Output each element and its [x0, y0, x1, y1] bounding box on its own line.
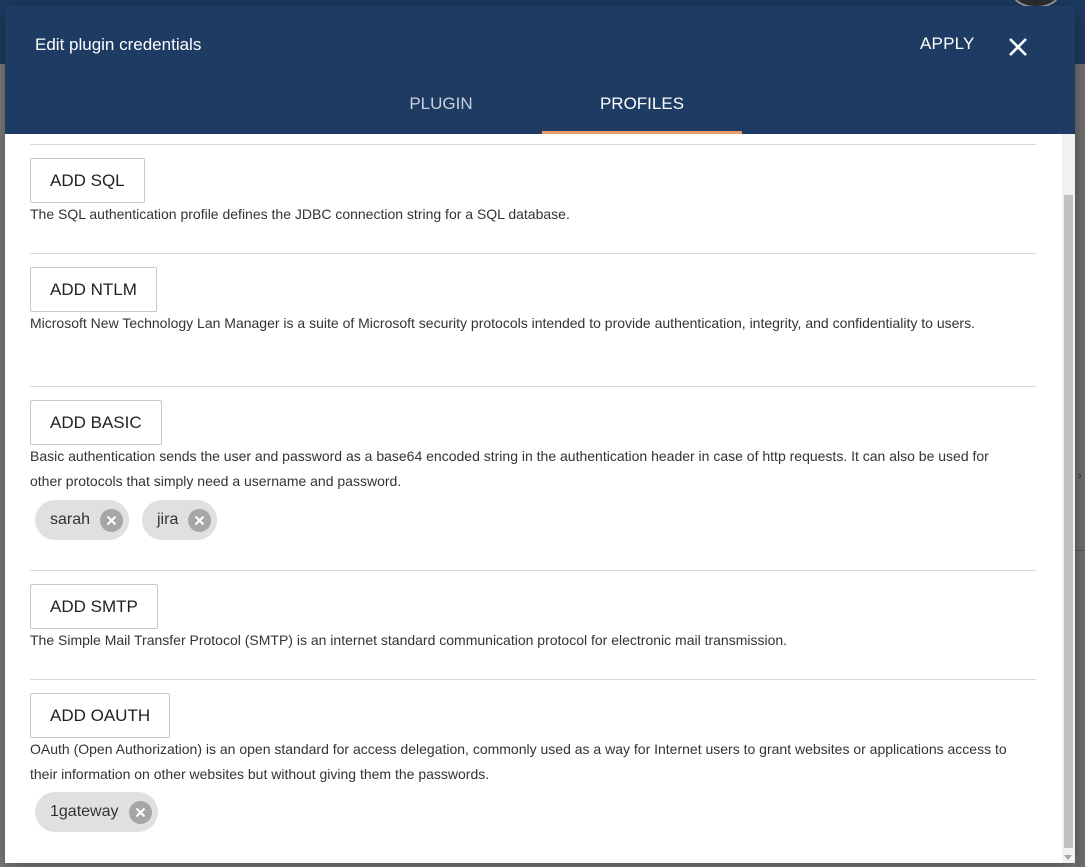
ntlm-description: Microsoft New Technology Lan Manager is a suite of Microsoft security protocols intended to provide authentication, integrity, and confidentiality to users. [30, 315, 975, 331]
apply-button[interactable]: APPLY [920, 34, 975, 53]
backdrop-edge [1075, 64, 1085, 867]
oauth-description: OAuth (Open Authorization) is an open standard for access delegation, commonly used as a way for Internet users to grant websites or applications access to their information on other websites but without giving them the passwords. [30, 741, 1007, 782]
tab-profiles[interactable]: PROFILES [542, 76, 742, 134]
add-smtp-button[interactable]: ADD SMTP [30, 584, 158, 629]
tab-plugin[interactable]: PLUGIN [409, 94, 473, 113]
section-divider [30, 570, 1036, 571]
tab-bar [5, 76, 1075, 134]
basic-description: Basic authentication sends the user and password as a base64 encoded string in the authentication header in case of http requests. It can also be used for other protocols that simply need a username and password. [30, 448, 989, 489]
remove-chip-icon[interactable] [129, 801, 152, 824]
add-basic-button[interactable]: ADD BASIC [30, 400, 162, 445]
scroll-down-icon[interactable] [1064, 855, 1072, 860]
add-ntlm-button[interactable]: ADD NTLM [30, 267, 157, 312]
dialog-title: Edit plugin credentials [35, 35, 202, 54]
close-icon[interactable] [1005, 34, 1031, 60]
scrollbar-thumb[interactable] [1064, 195, 1073, 848]
section-divider [30, 253, 1036, 254]
dialog-header [5, 6, 1075, 134]
smtp-description: The Simple Mail Transfer Protocol (SMTP) is an internet standard communication protocol for electronic mail transmission. [30, 632, 788, 648]
chip-label: sarah [50, 511, 91, 528]
profile-chip [35, 500, 129, 540]
profile-chip [142, 500, 217, 540]
edit-credentials-dialog [5, 6, 1075, 863]
backdrop-divider [1075, 550, 1085, 551]
chevron-right-icon: › [1078, 470, 1082, 482]
remove-chip-icon[interactable] [188, 509, 211, 532]
add-sql-button[interactable]: ADD SQL [30, 158, 145, 203]
add-oauth-button[interactable]: ADD OAUTH [30, 693, 170, 738]
profile-chip [35, 792, 158, 832]
section-divider [30, 386, 1036, 387]
section-divider [30, 679, 1036, 680]
profiles-panel [5, 134, 1062, 863]
chip-label: jira [157, 511, 179, 528]
vertical-scrollbar[interactable] [1062, 134, 1075, 863]
section-divider [30, 144, 1036, 145]
remove-chip-icon[interactable] [100, 509, 123, 532]
sql-description: The SQL authentication profile defines the JDBC connection string for a SQL database. [30, 206, 570, 222]
chip-label: 1gateway [50, 803, 119, 820]
